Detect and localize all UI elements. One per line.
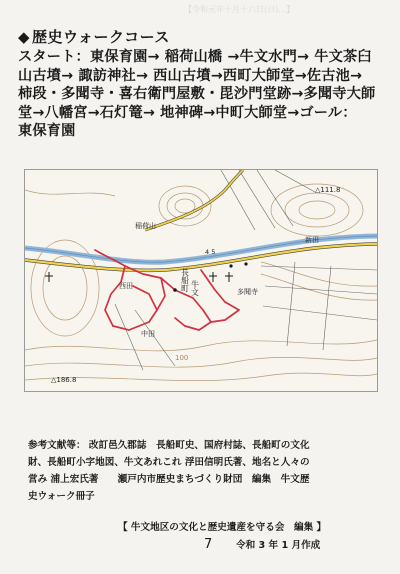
map-label-elev-186: △186.8: [51, 376, 77, 384]
route-line: 東保育園: [18, 123, 76, 140]
map-label-inariyama: 稲荷山: [135, 222, 156, 230]
reference-line: 営み 浦上宏氏著 瀬戸内市歴史まちづくり財団 編集 牛文歴: [28, 474, 310, 485]
route-map: [24, 169, 378, 392]
course-title-text: 歴史ウォークコース: [32, 28, 170, 46]
map-label-osafune: 長船町: [180, 268, 190, 292]
creation-date: 令和 3 年 1 月作成: [236, 540, 321, 551]
map-label-elev-111: △111.8: [315, 186, 341, 194]
map-dot: [229, 264, 232, 267]
map-label-tamonji: 多聞寺: [237, 288, 258, 296]
route-line: 堂→八幡宮→石灯篭→ 地神碑→中町大師堂→ゴール：: [18, 104, 357, 121]
diamond-bullet-icon: ◆: [18, 28, 31, 46]
editor-organization: 【 牛文地区の文化と歴史遺産を守る会 編集 】: [118, 522, 327, 533]
map-label-ushibumi: 牛文: [190, 280, 200, 296]
reference-line: 参考文献等： 改訂邑久郡誌 長船町史、国府村誌、長船町の文化: [28, 440, 310, 451]
map-background: [25, 170, 377, 391]
map-label-nakaden: 中田: [141, 330, 155, 338]
map-label-shinden: 新田: [305, 236, 319, 244]
map-label-contour-100: 100: [175, 354, 189, 362]
route-line: 山古墳→ 諏訪神社→ 西山古墳→西町大師堂→佐古池→: [18, 67, 363, 84]
route-line: 柿段・多聞寺・喜右衛門屋敷・毘沙門堂跡→多聞寺大師: [18, 86, 376, 103]
map-dot: [244, 262, 247, 265]
route-description: [18, 48, 386, 141]
map-label-road-45: 4 5: [205, 248, 216, 256]
bleed-through-text: 【令和元年十月十六日(日)…】: [184, 5, 295, 14]
reference-line: 財、長船町小字地図、牛文あれこれ 浮田信明氏著、地名と人々の: [28, 457, 310, 468]
page-number: 7: [204, 537, 213, 552]
course-title: [18, 26, 170, 47]
topographic-map: [25, 170, 377, 391]
reference-line: 史ウォーク冊子: [28, 491, 95, 502]
map-dot: [173, 288, 177, 292]
references: [28, 437, 378, 505]
route-line: スタート：東保育園→ 稲荷山橋 →牛文水門→ 牛文茶臼: [18, 49, 372, 65]
map-label-nishida: 西田: [119, 282, 133, 290]
